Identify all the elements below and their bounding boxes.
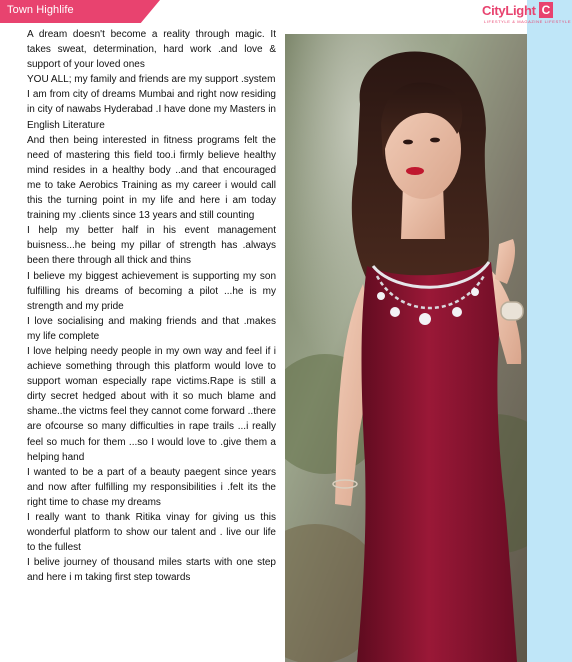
article-paragraph: I really want to thank Ritika vinay for giving us this wonderful platform to show our talent and . live our life to the fullest bbox=[27, 512, 276, 554]
brand-logo bbox=[482, 0, 572, 20]
article-paragraph: A dream doesn't become a reality through magic. It takes sweat, determination, hard work .and love & support of your loved ones bbox=[27, 29, 276, 71]
article-paragraph: I am from city of dreams Mumbai and right now residing in city of nawabs Hyderabad .I have done my Masters in English Literature bbox=[27, 89, 276, 131]
article-paragraph: I love socialising and making friends and that .makes my life complete bbox=[27, 315, 276, 342]
brand-name-block: C bbox=[539, 2, 553, 18]
article-paragraph: And then being interested in fitness programs felt the need of mastering this field too.i firmly believe healthy mind resides in a healthy body ..and that encouraged me to take Aerobics Training as my career i would call this the turning point in my life and here i am today training my .clients since 13 years and still counting bbox=[27, 134, 276, 222]
portrait-photo bbox=[285, 34, 527, 662]
article-paragraph: I belive journey of thousand miles starts with one step and here i m taking first step towards bbox=[27, 557, 276, 584]
magazine-brand bbox=[482, 0, 572, 25]
article-paragraph: I believe my biggest achievement is supporting my son fulfilling his dreams of becoming a pilot ...he is my strength and my pride bbox=[27, 270, 276, 312]
article-paragraph: I love helping needy people in my own way and feel if i achieve something through this platform would love to support woman especially rape victims.Rape is still a dirty secret hedged about with it so much blame and shame..the victms feel they cannot come forward ..there are ofcourse so many difficulties in rape trails ...i really feel so much for them ...so I would love to .give them a helping hand bbox=[27, 345, 276, 463]
article-paragraph: I wanted to be a part of a beauty paegent since years and now after fulfilling my responsibilities i .felt its the right time to chase my dreams bbox=[27, 466, 276, 508]
article-body bbox=[27, 27, 276, 585]
article-paragraph: YOU ALL; my family and friends are my support .system bbox=[27, 74, 276, 86]
brand-name: CityLight bbox=[482, 2, 536, 18]
brand-tagline: LIFESTYLE & MAGAZINE LIFESTYLE bbox=[484, 19, 572, 24]
section-label: Town Highlife bbox=[7, 4, 74, 16]
article-paragraph: I help my better half in his event management buisness...he being my pillar of strength has .always been there through all thick and thins bbox=[27, 225, 276, 267]
decorative-side-strip bbox=[527, 0, 572, 662]
